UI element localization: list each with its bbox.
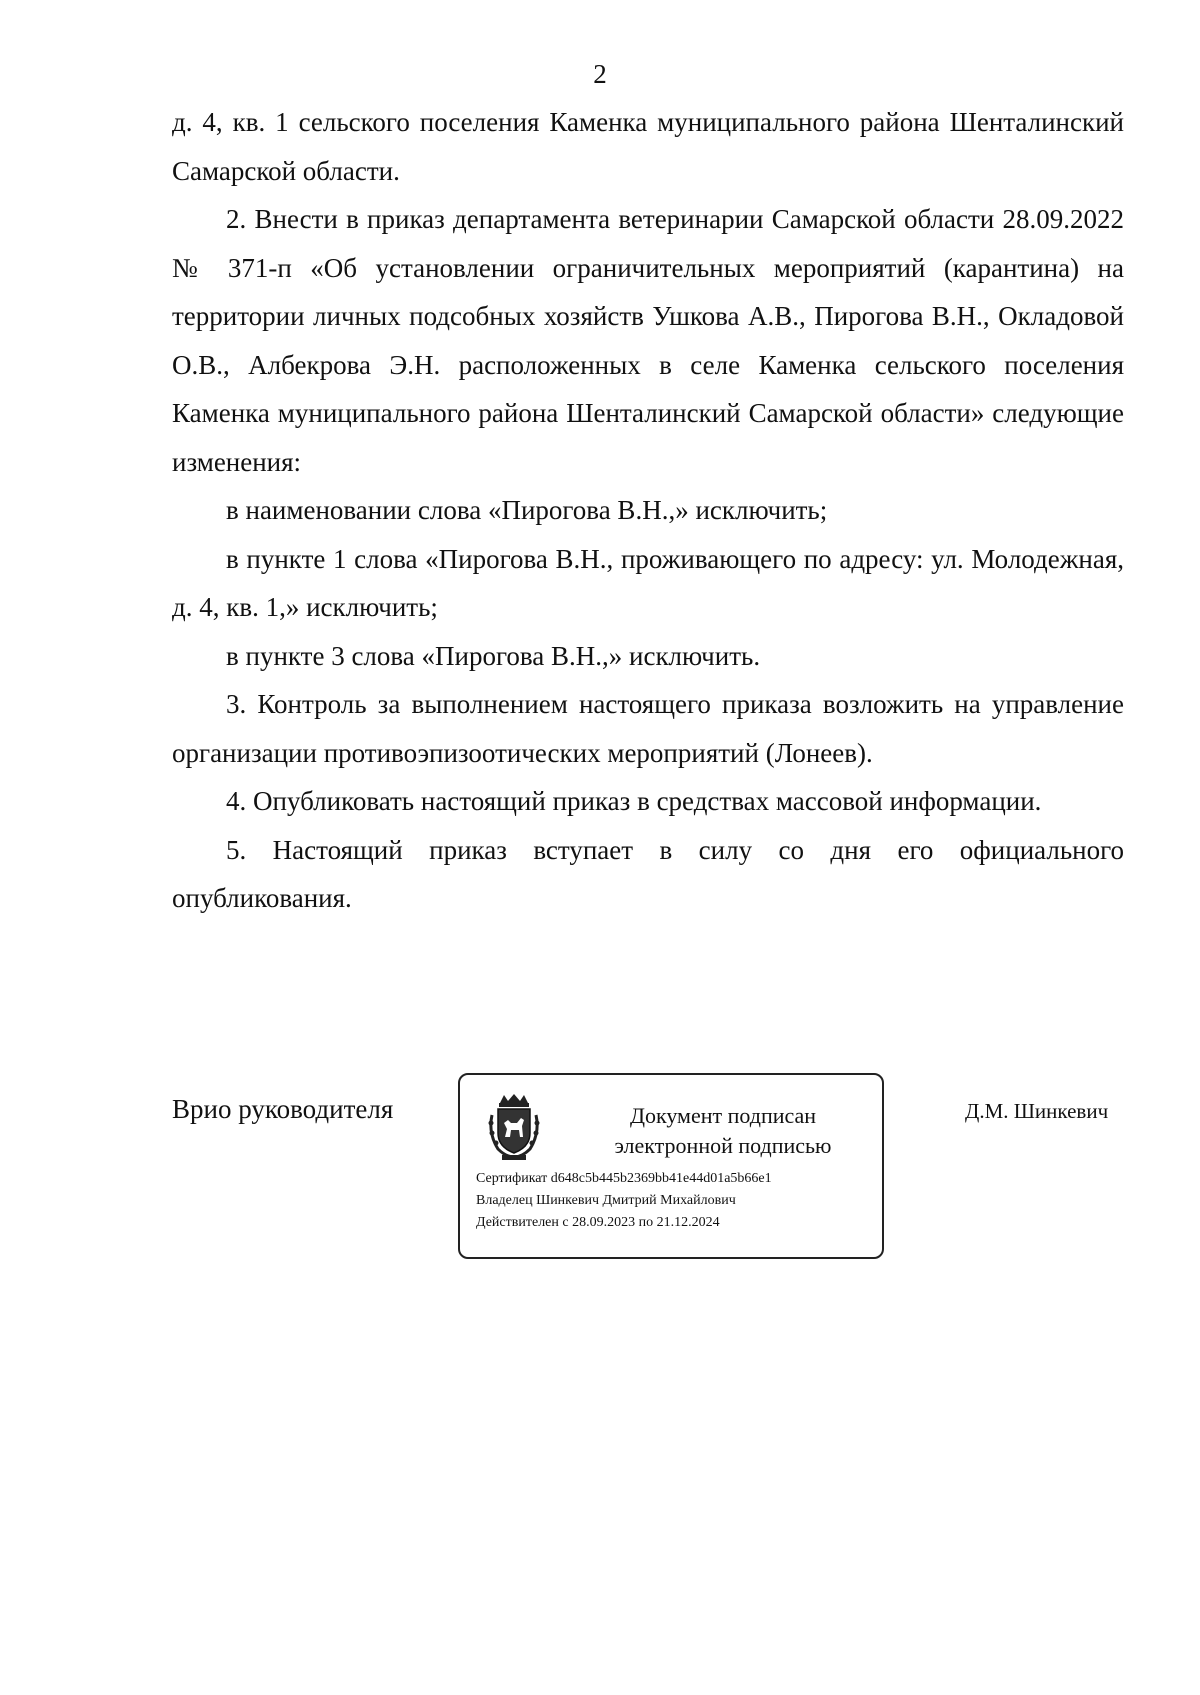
samara-coat-of-arms-icon (484, 1093, 544, 1163)
signatory-name: Д.М. Шинкевич (965, 1099, 1109, 1123)
paragraph: д. 4, кв. 1 сельского поселения Каменка муниципального района Шенталинский Самарской области. (172, 107, 1124, 186)
stamp-title-line: Документ подписан (629, 1103, 817, 1128)
signatory-position: Врио руководителя (172, 1094, 394, 1124)
paragraph: в пункте 1 слова «Пирогова В.Н., проживающего по адресу: ул. Молодежная, д. 4, кв. 1,» исключить; (172, 543, 1124, 622)
stamp-title-line: электронной подписью (614, 1133, 832, 1158)
page-number: 2 (593, 59, 607, 89)
certificate-validity: Действителен с 28.09.2023 по 21.12.2024 (476, 1215, 720, 1230)
document-body (172, 98, 1124, 923)
paragraph: 3. Контроль за выполнением настоящего приказа возложить на управление организации противоэпизоотических мероприятий (Лонеев). (172, 689, 1124, 768)
stamp-title (578, 1101, 868, 1161)
certificate-number: Сертификат d648c5b445b2369bb41e44d01a5b66e1 (476, 1171, 772, 1186)
certificate-owner: Владелец Шинкевич Дмитрий Михайлович (476, 1193, 736, 1208)
paragraph: 5. Настоящий приказ вступает в силу со дня его официального опубликования. (172, 834, 1124, 913)
paragraph: в пункте 3 слова «Пирогова В.Н.,» исключить. (226, 640, 761, 671)
stamp-details (476, 1168, 876, 1234)
paragraph: в наименовании слова «Пирогова В.Н.,» исключить; (226, 495, 828, 525)
electronic-signature-stamp (458, 1073, 884, 1259)
paragraph: 2. Внести в приказ департамента ветеринарии Самарской области 28.09.2022 № 371-п «Об установлении ограничительных мероприятий (карантина) на территории личных подсобных хозяйств Ушкова А.В., Пирогова В.Н., Окладовой О.В., Албекрова Э.Н. расположенных в селе Каменка сельского поселения Каменка муниципального района Шенталинский Самарской области» следующие изменения: (172, 204, 1124, 477)
paragraph: 4. Опубликовать настоящий приказ в средствах массовой информации. (226, 786, 1042, 816)
